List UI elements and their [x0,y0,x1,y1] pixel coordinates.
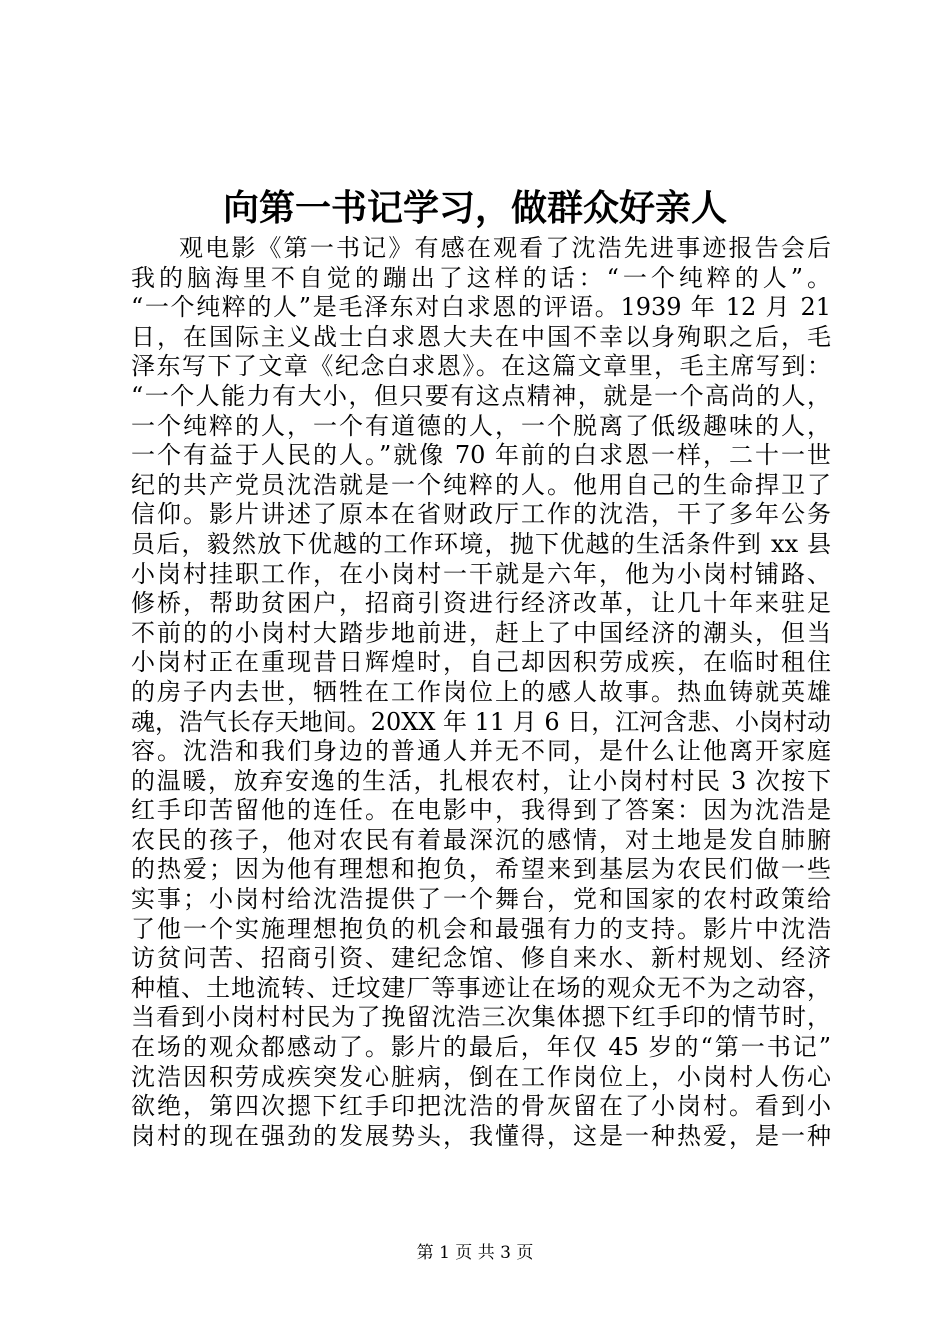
text-line: 沈浩因积劳成疾突发心脏病，倒在工作岗位上，小岗村人伤心 [131,1062,831,1091]
body-paragraph [131,234,831,1151]
text-line: 小岗村正在重现昔日辉煌时，自己却因积劳成疾，在临时租住 [131,648,831,677]
text-line: 实事；小岗村给沈浩提供了一个舞台，党和国家的农村政策给 [131,885,831,914]
text-line: 日，在国际主义战士白求恩大夫在中国不幸以身殉职之后，毛 [131,322,831,351]
text-line: 的温暖，放弃安逸的生活，扎根农村，让小岗村村民 3 次按下 [131,766,831,795]
text-line: 一个有益于人民的人。”就像 70 年前的白求恩一样，二十一世 [131,441,831,470]
text-line: 员后，毅然放下优越的工作环境，抛下优越的生活条件到 xx 县 [131,529,831,558]
text-line: 岗村的现在强劲的发展势头，我懂得，这是一种热爱，是一种 [131,1121,831,1150]
document-title: 向第一书记学习，做群众好亲人 [222,187,727,229]
text-line: 在场的观众都感动了。影片的最后，年仅 45 岁的“第一书记” [131,1033,831,1062]
text-line: “一个人能力有大小，但只要有这点精神，就是一个高尚的人， [131,381,831,410]
text-line: “一个纯粹的人”是毛泽东对白求恩的评语。1939 年 12 月 21 [131,293,831,322]
text-line: 的房子内去世，牺牲在工作岗位上的感人故事。热血铸就英雄 [131,677,831,706]
text-line: 的热爱；因为他有理想和抱负，希望来到基层为农民们做一些 [131,855,831,884]
text-line: 容。沈浩和我们身边的普通人并无不同，是什么让他离开家庭 [131,737,831,766]
text-line: 魂，浩气长存天地间。20XX 年 11 月 6 日，江河含悲、小岗村动 [131,707,831,736]
text-line: 小岗村挂职工作，在小岗村一干就是六年，他为小岗村铺路、 [131,559,831,588]
text-line: 一个纯粹的人，一个有道德的人，一个脱离了低级趣味的人， [131,411,831,440]
text-line: 我的脑海里不自觉的蹦出了这样的话：“一个纯粹的人”。 [131,263,831,292]
text-line: 欲绝，第四次摁下红手印把沈浩的骨灰留在了小岗村。看到小 [131,1092,831,1121]
text-line: 修桥，帮助贫困户，招商引资进行经济改革，让几十年来驻足 [131,589,831,618]
text-line: 纪的共产党员沈浩就是一个纯粹的人。他用自己的生命捍卫了 [131,470,831,499]
text-line: 种植、土地流转、迁坟建厂等事迹让在场的观众无不为之动容， [131,973,831,1002]
text-line: 农民的孩子，他对农民有着最深沉的感情，对土地是发自肺腑 [131,825,831,854]
text-line: 泽东写下了文章《纪念白求恩》。在这篇文章里，毛主席写到： [131,352,831,381]
text-line: 信仰。影片讲述了原本在省财政厅工作的沈浩，干了多年公务 [131,500,831,529]
text-line: 观电影《第一书记》有感在观看了沈浩先进事迹报告会后 [179,234,831,262]
text-line: 了他一个实施理想抱负的机会和最强有力的支持。影片中沈浩 [131,914,831,943]
text-line: 不前的的小岗村大踏步地前进，赶上了中国经济的潮头，但当 [131,618,831,647]
text-line: 红手印苦留他的连任。在电影中，我得到了答案：因为沈浩是 [131,796,831,825]
text-line: 访贫问苦、招商引资、建纪念馆、修自来水、新村规划、经济 [131,944,831,973]
text-line: 当看到小岗村村民为了挽留沈浩三次集体摁下红手印的情节时， [131,1003,831,1032]
page-footer: 第 1 页 共 3 页 [416,1243,534,1263]
